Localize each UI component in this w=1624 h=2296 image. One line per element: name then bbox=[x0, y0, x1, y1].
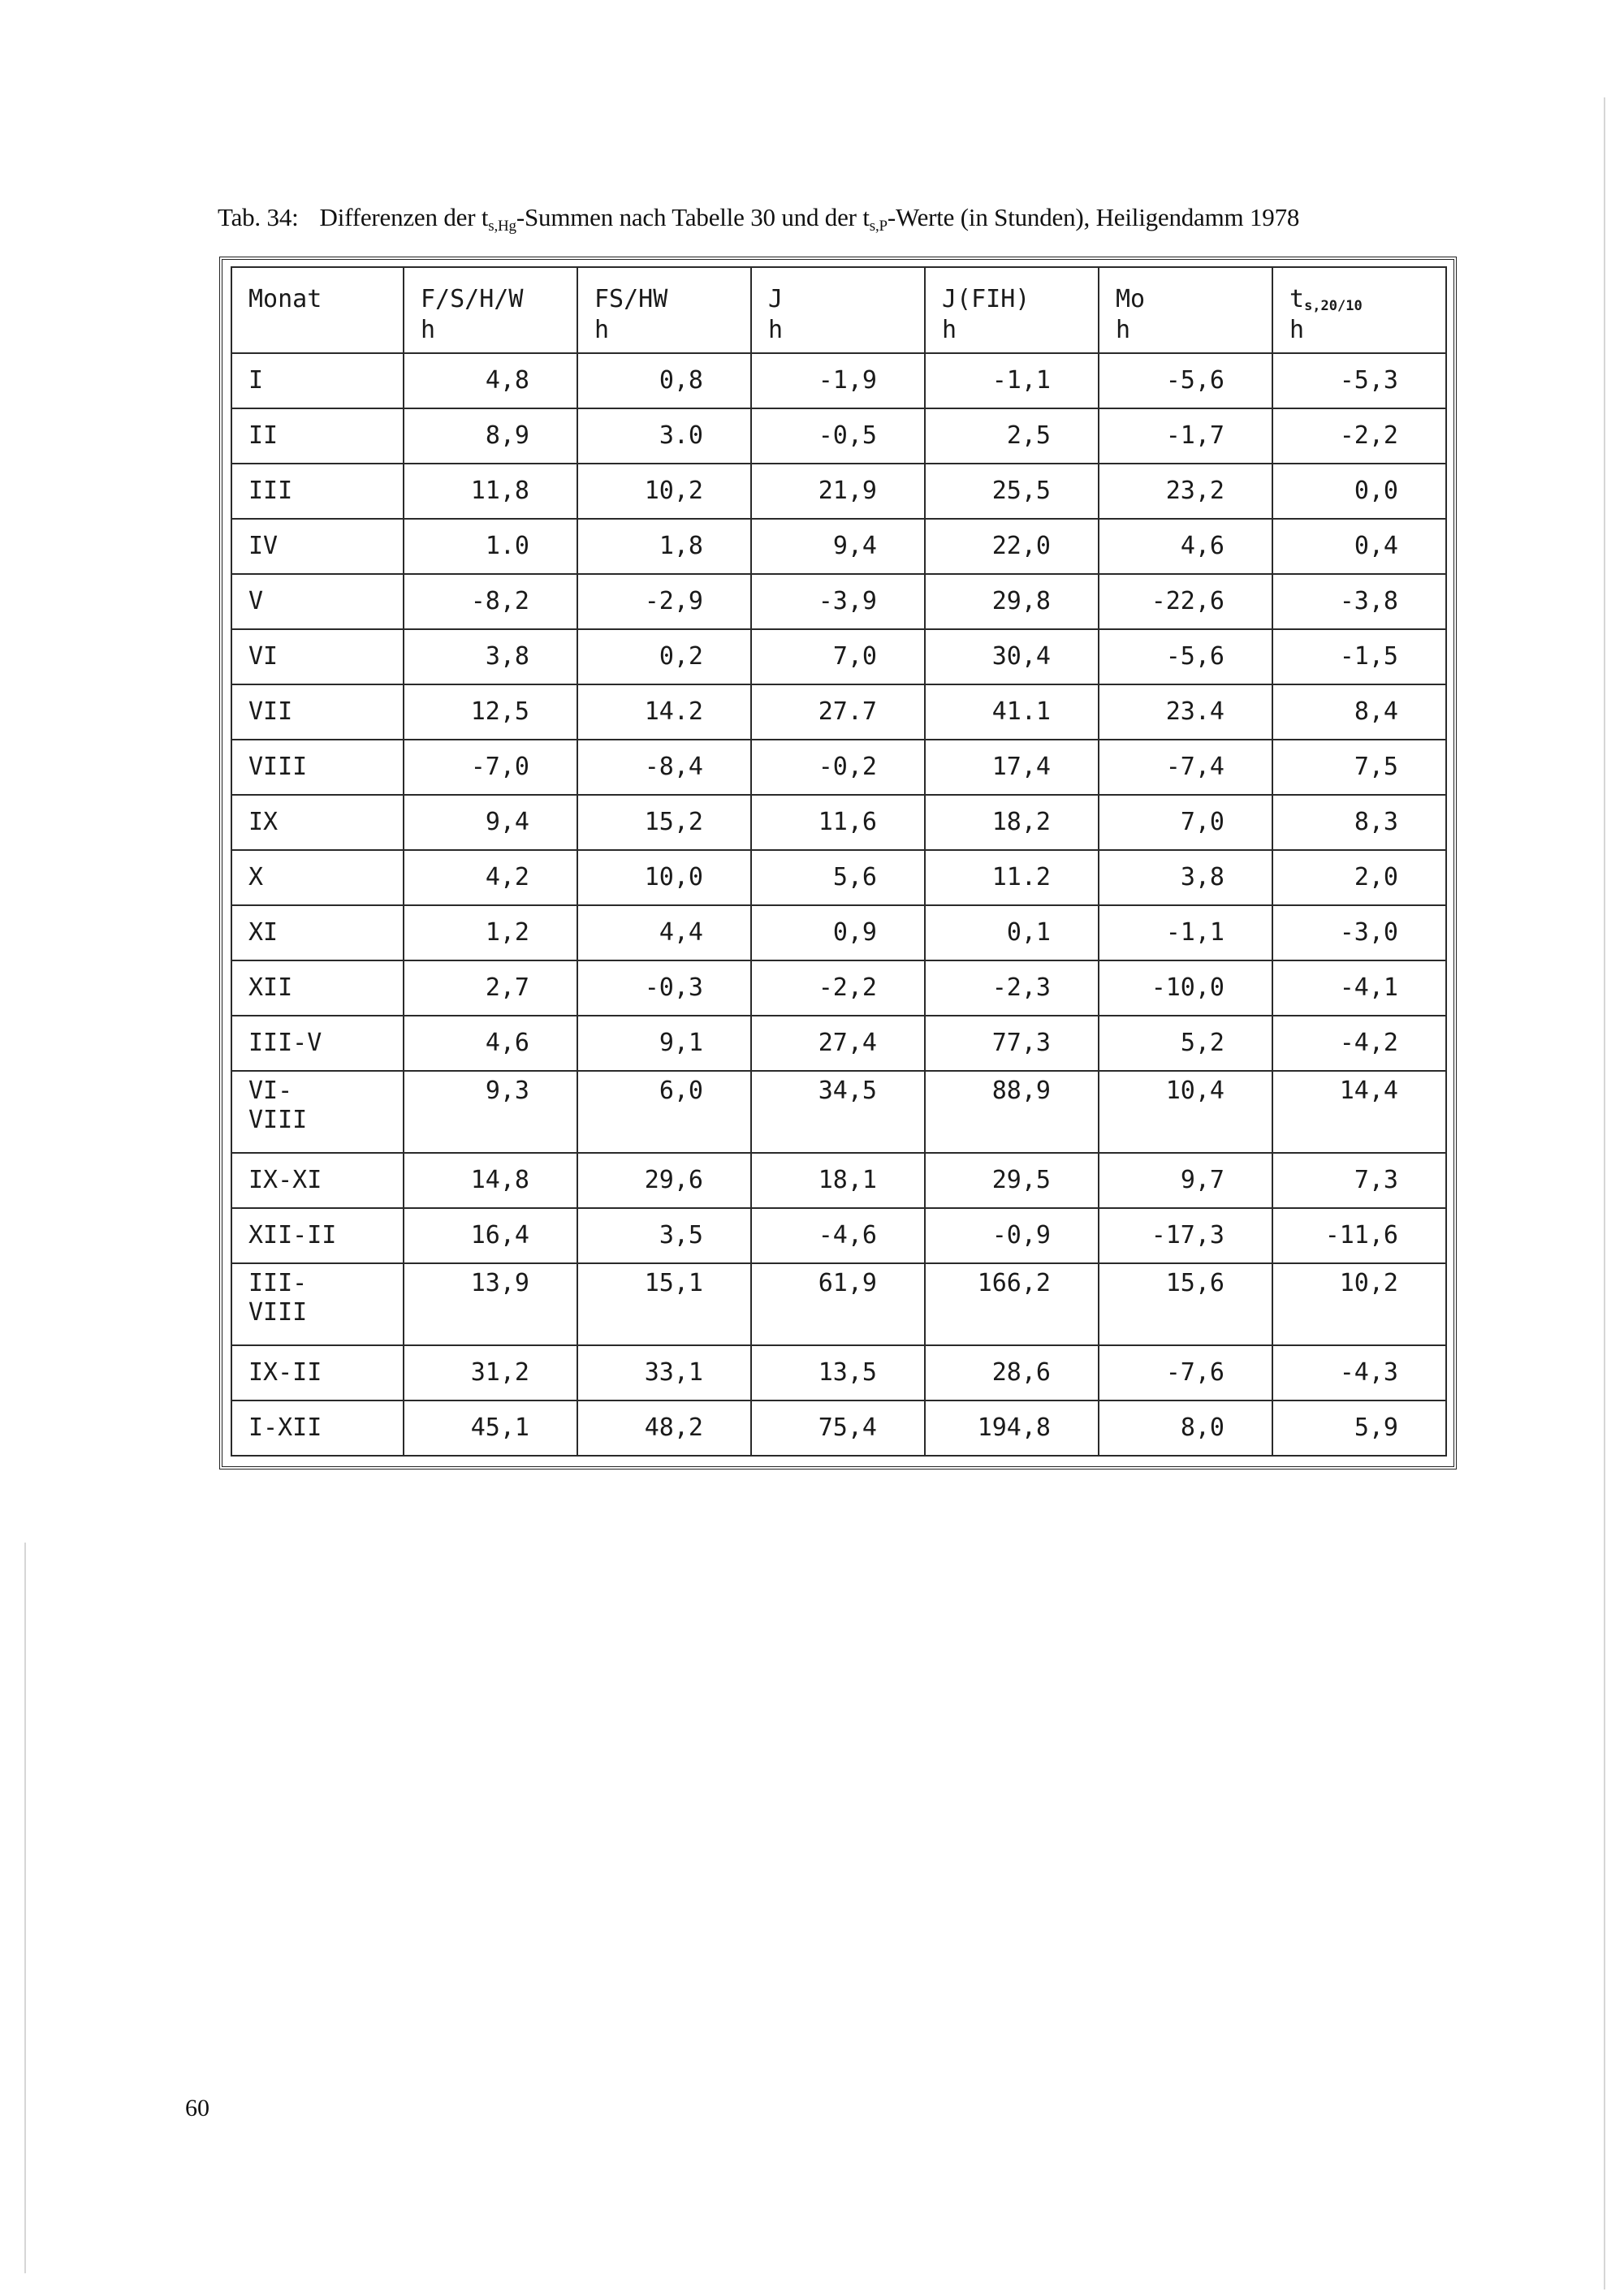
table-cell: -8,4 bbox=[577, 740, 751, 795]
table-cell: 22,0 bbox=[925, 519, 1099, 574]
row-label: II bbox=[231, 408, 404, 464]
header-fshw: F/S/H/W h bbox=[404, 267, 577, 353]
row-label: XII-II bbox=[231, 1208, 404, 1263]
table-cell: 13,5 bbox=[751, 1345, 925, 1400]
table-row bbox=[231, 1016, 1446, 1071]
table-cell: -17,3 bbox=[1099, 1208, 1272, 1263]
table-cell: 0,2 bbox=[577, 629, 751, 684]
table-cell: 13,9 bbox=[404, 1263, 577, 1345]
header-fs-hw: FS/HW h bbox=[577, 267, 751, 353]
table-cell: -7,0 bbox=[404, 740, 577, 795]
row-label: VII bbox=[231, 684, 404, 740]
table-row bbox=[231, 353, 1446, 408]
row-label: I-XII bbox=[231, 1400, 404, 1456]
table-row bbox=[231, 1400, 1446, 1456]
row-label: XII bbox=[231, 960, 404, 1016]
header-ts: $t_{s,20/10}$ h bbox=[1272, 267, 1446, 353]
table-cell: -3,0 bbox=[1272, 905, 1446, 960]
caption-sub-2: s,P bbox=[869, 218, 888, 235]
row-label: I bbox=[231, 353, 404, 408]
table-cell: 75,4 bbox=[751, 1400, 925, 1456]
table-cell: 1,2 bbox=[404, 905, 577, 960]
row-label: VI- VIII bbox=[231, 1071, 404, 1153]
caption-text-3: -Werte (in Stunden), Heiligendamm 1978 bbox=[887, 203, 1300, 231]
table-cell: 11,8 bbox=[404, 464, 577, 519]
table-row bbox=[231, 960, 1446, 1016]
row-label: XI bbox=[231, 905, 404, 960]
table-cell: 77,3 bbox=[925, 1016, 1099, 1071]
row-label: III- VIII bbox=[231, 1263, 404, 1345]
table-row bbox=[231, 629, 1446, 684]
table-row bbox=[231, 1263, 1446, 1345]
page-number: 60 bbox=[185, 2095, 209, 2121]
table-caption bbox=[218, 203, 1436, 235]
table-cell: 16,4 bbox=[404, 1208, 577, 1263]
table-cell: 0,9 bbox=[751, 905, 925, 960]
table-cell: 11,6 bbox=[751, 795, 925, 850]
scan-edge-line bbox=[1604, 97, 1605, 2290]
table-cell: -2,3 bbox=[925, 960, 1099, 1016]
table-cell: 2,0 bbox=[1272, 850, 1446, 905]
table-cell: -0,5 bbox=[751, 408, 925, 464]
table-row bbox=[231, 850, 1446, 905]
table-cell: 9,7 bbox=[1099, 1153, 1272, 1208]
table-cell: 29,8 bbox=[925, 574, 1099, 629]
table-cell: 30,4 bbox=[925, 629, 1099, 684]
table-cell: 45,1 bbox=[404, 1400, 577, 1456]
table-row bbox=[231, 464, 1446, 519]
table-row bbox=[231, 574, 1446, 629]
table-cell: 1,8 bbox=[577, 519, 751, 574]
table-cell: 41.1 bbox=[925, 684, 1099, 740]
table-cell: -1,1 bbox=[1099, 905, 1272, 960]
table-row bbox=[231, 1345, 1446, 1400]
table-cell: -1,7 bbox=[1099, 408, 1272, 464]
table-cell: 25,5 bbox=[925, 464, 1099, 519]
table-cell: 10,2 bbox=[1272, 1263, 1446, 1345]
table-row bbox=[231, 1153, 1446, 1208]
table-cell: 27.7 bbox=[751, 684, 925, 740]
table-cell: 31,2 bbox=[404, 1345, 577, 1400]
table-cell: 10,0 bbox=[577, 850, 751, 905]
table-cell: -2,2 bbox=[1272, 408, 1446, 464]
table-cell: 7,0 bbox=[751, 629, 925, 684]
table-row bbox=[231, 740, 1446, 795]
row-label: III bbox=[231, 464, 404, 519]
table-cell: -5,3 bbox=[1272, 353, 1446, 408]
row-label: VIII bbox=[231, 740, 404, 795]
table-cell: 0,1 bbox=[925, 905, 1099, 960]
header-row bbox=[231, 267, 1446, 353]
table-cell: -3,9 bbox=[751, 574, 925, 629]
table-cell: 17,4 bbox=[925, 740, 1099, 795]
table-cell: 14,4 bbox=[1272, 1071, 1446, 1153]
table-cell: 2,7 bbox=[404, 960, 577, 1016]
table-cell: 3.0 bbox=[577, 408, 751, 464]
table-cell: 3,5 bbox=[577, 1208, 751, 1263]
table-cell: 3,8 bbox=[404, 629, 577, 684]
table-cell: 23.4 bbox=[1099, 684, 1272, 740]
table-cell: 21,9 bbox=[751, 464, 925, 519]
row-label: IX bbox=[231, 795, 404, 850]
table-cell: 48,2 bbox=[577, 1400, 751, 1456]
table-cell: 18,1 bbox=[751, 1153, 925, 1208]
table-cell: 10,4 bbox=[1099, 1071, 1272, 1153]
table-cell: -10,0 bbox=[1099, 960, 1272, 1016]
table-cell: 5,6 bbox=[751, 850, 925, 905]
table-cell: 7,0 bbox=[1099, 795, 1272, 850]
row-label: X bbox=[231, 850, 404, 905]
table-row bbox=[231, 519, 1446, 574]
table-cell: 8,3 bbox=[1272, 795, 1446, 850]
table-cell: 15,1 bbox=[577, 1263, 751, 1345]
caption-sub-1: s,Hg bbox=[488, 218, 516, 235]
header-j: J h bbox=[751, 267, 925, 353]
table-cell: 33,1 bbox=[577, 1345, 751, 1400]
row-label: IX-XI bbox=[231, 1153, 404, 1208]
table-cell: 15,6 bbox=[1099, 1263, 1272, 1345]
scan-edge-line-left bbox=[24, 1543, 26, 2273]
table-cell: -1,9 bbox=[751, 353, 925, 408]
table-cell: 8,9 bbox=[404, 408, 577, 464]
table-cell: 28,6 bbox=[925, 1345, 1099, 1400]
table-cell: 9,3 bbox=[404, 1071, 577, 1153]
table-cell: 194,8 bbox=[925, 1400, 1099, 1456]
table-cell: 0,4 bbox=[1272, 519, 1446, 574]
table-cell: 0,8 bbox=[577, 353, 751, 408]
table-cell: 27,4 bbox=[751, 1016, 925, 1071]
table-cell: -4,3 bbox=[1272, 1345, 1446, 1400]
table-cell: 14,8 bbox=[404, 1153, 577, 1208]
header-j-fih: J(FIH) h bbox=[925, 267, 1099, 353]
table-cell: 88,9 bbox=[925, 1071, 1099, 1153]
table-row bbox=[231, 795, 1446, 850]
table-cell: 61,9 bbox=[751, 1263, 925, 1345]
table-cell: 4,4 bbox=[577, 905, 751, 960]
table-cell: 29,6 bbox=[577, 1153, 751, 1208]
table-cell: -5,6 bbox=[1099, 629, 1272, 684]
table-cell: 8,0 bbox=[1099, 1400, 1272, 1456]
table-cell: 9,4 bbox=[751, 519, 925, 574]
caption-text-2: -Summen nach Tabelle 30 und der t bbox=[516, 203, 870, 231]
table-cell: 15,2 bbox=[577, 795, 751, 850]
row-label: IX-II bbox=[231, 1345, 404, 1400]
table-cell: 29,5 bbox=[925, 1153, 1099, 1208]
table-cell: -0,9 bbox=[925, 1208, 1099, 1263]
table-cell: -7,4 bbox=[1099, 740, 1272, 795]
table-cell: 14.2 bbox=[577, 684, 751, 740]
table-cell: -0,3 bbox=[577, 960, 751, 1016]
table-cell: -5,6 bbox=[1099, 353, 1272, 408]
row-label: III-V bbox=[231, 1016, 404, 1071]
table-cell: -7,6 bbox=[1099, 1345, 1272, 1400]
table-cell: -2,2 bbox=[751, 960, 925, 1016]
table-cell: 10,2 bbox=[577, 464, 751, 519]
table-cell: -4,2 bbox=[1272, 1016, 1446, 1071]
table-cell: 23,2 bbox=[1099, 464, 1272, 519]
table-cell: -3,8 bbox=[1272, 574, 1446, 629]
table-cell: -11,6 bbox=[1272, 1208, 1446, 1263]
table-cell: -1,1 bbox=[925, 353, 1099, 408]
table-cell: 7,3 bbox=[1272, 1153, 1446, 1208]
table-row bbox=[231, 1208, 1446, 1263]
caption-label: Tab. 34: bbox=[218, 203, 299, 231]
table-cell: 4,6 bbox=[404, 1016, 577, 1071]
table-row bbox=[231, 408, 1446, 464]
caption-text-1: Differenzen der t bbox=[319, 203, 489, 231]
header-monat: Monat bbox=[231, 267, 404, 353]
table-cell: 6,0 bbox=[577, 1071, 751, 1153]
table-cell: 0,0 bbox=[1272, 464, 1446, 519]
table-cell: 11.2 bbox=[925, 850, 1099, 905]
row-label: IV bbox=[231, 519, 404, 574]
table-cell: -22,6 bbox=[1099, 574, 1272, 629]
table-cell: 166,2 bbox=[925, 1263, 1099, 1345]
table-cell: -8,2 bbox=[404, 574, 577, 629]
row-label: V bbox=[231, 574, 404, 629]
table-cell: 4,2 bbox=[404, 850, 577, 905]
header-mo: Mo h bbox=[1099, 267, 1272, 353]
table-cell: 7,5 bbox=[1272, 740, 1446, 795]
data-table bbox=[231, 266, 1447, 1457]
table-cell: 1.0 bbox=[404, 519, 577, 574]
row-label: VI bbox=[231, 629, 404, 684]
table-row bbox=[231, 1071, 1446, 1153]
table-cell: -4,1 bbox=[1272, 960, 1446, 1016]
table-cell: 34,5 bbox=[751, 1071, 925, 1153]
table-cell: 9,1 bbox=[577, 1016, 751, 1071]
table-cell: 18,2 bbox=[925, 795, 1099, 850]
table-cell: 5,2 bbox=[1099, 1016, 1272, 1071]
table-row bbox=[231, 905, 1446, 960]
table-cell: 8,4 bbox=[1272, 684, 1446, 740]
table-cell: 4,8 bbox=[404, 353, 577, 408]
table-cell: 12,5 bbox=[404, 684, 577, 740]
table-cell: -4,6 bbox=[751, 1208, 925, 1263]
table-cell: -0,2 bbox=[751, 740, 925, 795]
table-row bbox=[231, 684, 1446, 740]
table-cell: 3,8 bbox=[1099, 850, 1272, 905]
table-cell: -2,9 bbox=[577, 574, 751, 629]
table-cell: 4,6 bbox=[1099, 519, 1272, 574]
table-cell: 5,9 bbox=[1272, 1400, 1446, 1456]
table-cell: -1,5 bbox=[1272, 629, 1446, 684]
table-cell: 2,5 bbox=[925, 408, 1099, 464]
table-cell: 9,4 bbox=[404, 795, 577, 850]
